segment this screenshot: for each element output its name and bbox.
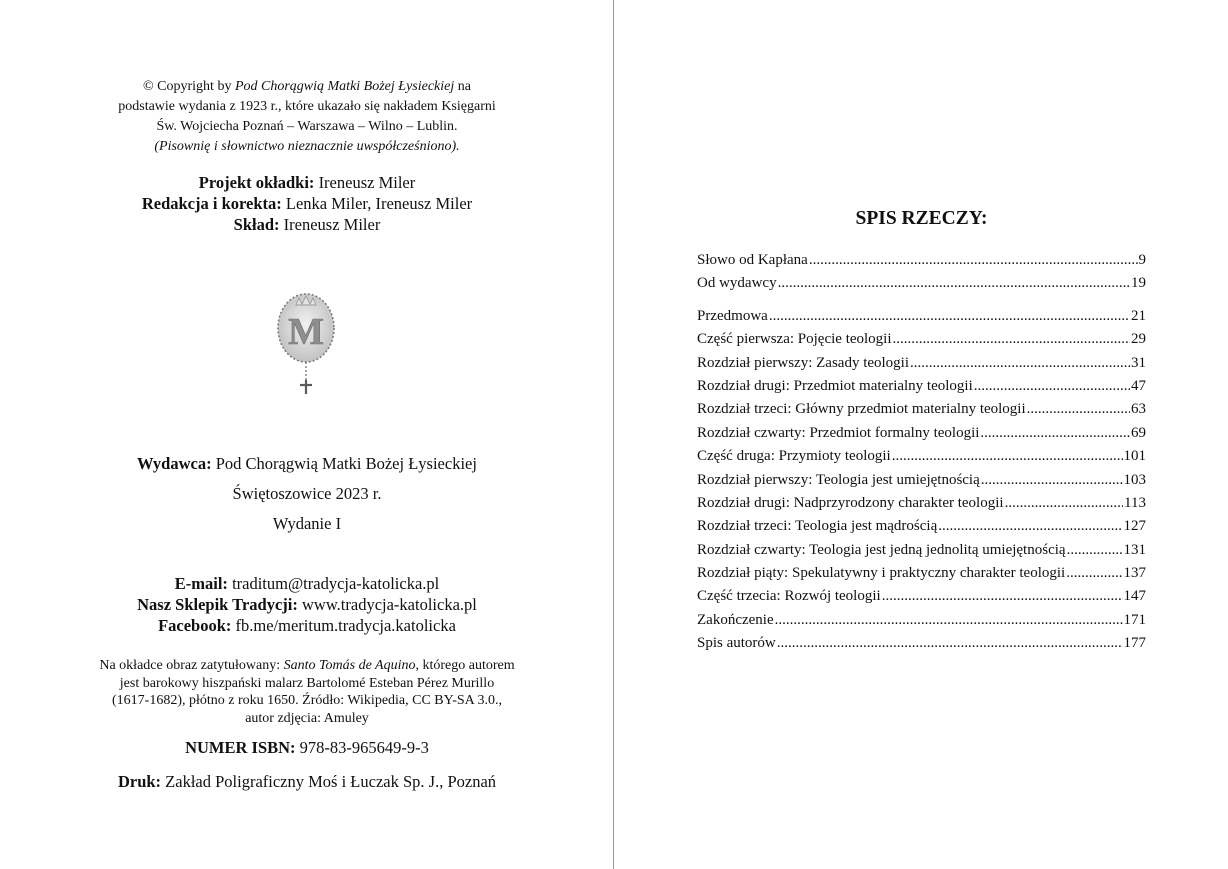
print-line: Druk: Zakład Poligraficzny Moś i Łuczak Sp. J., Poznań [117,772,497,791]
toc-entry-page: 137 [1123,565,1146,582]
toc-entry[interactable] [697,542,1146,565]
toc-entry-title: Rozdział pierwszy: Teologia jest umiejętnością [697,471,980,488]
toc-leader-dots [910,355,1130,372]
copyright-line-1: © Copyright by Pod Chorągwią Matki Bożej Łysieckiej na [143,79,471,94]
toc-entry[interactable] [697,565,1146,588]
toc-entry-page: 29 [1131,331,1146,348]
toc-entry-page: 63 [1131,401,1146,418]
toc-leader-dots [980,425,1130,442]
toc-entry-title: Rozdział trzeci: Teologia jest mądrością [697,518,938,535]
publisher-place-year: Świętoszowice 2023 r. [232,484,382,503]
emblem-letter: M [288,311,324,353]
toc-entry-title: Część trzecia: Rozwój teologii [697,588,881,605]
toc-entry[interactable] [697,448,1146,471]
toc-entry[interactable] [697,495,1146,518]
toc-entry-page: 31 [1131,354,1146,371]
toc-entry-title: Rozdział pierwszy: Zasady teologii [697,354,910,371]
toc-leader-dots [809,252,1138,269]
contact-facebook: Facebook: fb.me/meritum.tradycja.katolicka [158,616,456,635]
credit-typesetting: Skład: Ireneusz Miler [233,215,381,234]
publisher-edition: Wydanie I [272,514,342,533]
toc-entry[interactable] [697,612,1146,635]
toc-entry-page: 19 [1131,275,1146,292]
toc-leader-dots [769,308,1130,325]
toc-leader-dots [1027,401,1130,418]
toc-entry[interactable] [697,275,1146,298]
toc-entry[interactable] [697,331,1146,354]
cover-note-line-1: Na okładce obraz zatytułowany: Santo Tomás de Aquino, którego autorem [99,658,515,673]
toc-entry[interactable] [697,472,1146,495]
toc-leader-dots [775,612,1123,629]
toc-entry-title: Rozdział drugi: Nadprzyrodzony charakter teologii [697,494,1004,511]
toc-leader-dots [882,588,1123,605]
toc-entry-title: Od wydawcy [697,275,777,292]
toc-entry-page: 147 [1123,588,1146,605]
toc-leader-dots [1005,495,1123,512]
toc-entry-page: 69 [1131,424,1146,441]
right-page-toc [615,0,1228,869]
toc-leader-dots [1067,542,1123,559]
toc-entry-title: Część druga: Przymioty teologii [697,448,891,465]
toc-entry-title: Rozdział piąty: Spekulatywny i praktyczny charakter teologii [697,565,1066,582]
copyright-block [0,77,614,157]
cover-note-line-3: (1617-1682), płótno z roku 1650. Źródło: Wikipedia, CC BY-SA 3.0., [112,693,502,708]
toc-leader-dots [777,635,1123,652]
toc-entry[interactable] [697,378,1146,401]
toc-entry-page: 127 [1123,518,1146,535]
toc-leader-dots [1066,565,1122,582]
toc-entry[interactable] [697,401,1146,424]
publisher-line: Wydawca: Pod Chorągwią Matki Bożej Łysieckiej [137,454,477,473]
isbn-line: NUMER ISBN: 978-83-965649-9-3 [185,738,429,757]
toc-entry[interactable] [697,518,1146,541]
toc-entry-title: Rozdział czwarty: Przedmiot formalny teologii [697,424,980,441]
toc-entry[interactable] [697,355,1146,378]
toc-entry-page: 113 [1124,494,1146,511]
credits-block [0,172,614,235]
toc-entry-title: Rozdział czwarty: Teologia jest jedną jednolitą umiejętnością [697,541,1066,558]
toc-entry-page: 47 [1131,377,1146,394]
toc-entry-title: Rozdział drugi: Przedmiot materialny teologii [697,377,973,394]
toc-list [697,252,1146,659]
toc-leader-dots [938,518,1122,535]
toc-entry-page: 177 [1123,635,1146,652]
toc-leader-dots [892,448,1123,465]
copyright-line-3: Św. Wojciecha Poznań – Warszawa – Wilno – Lublin. [156,119,458,134]
marian-rosary-emblem-icon [271,288,341,400]
toc-entry-title: Część pierwsza: Pojęcie teologii [697,331,892,348]
contacts-block [0,573,614,636]
toc-entry-title: Zakończenie [697,611,774,628]
publisher-block [0,449,614,539]
toc-entry[interactable] [697,252,1146,275]
cover-note-block [0,657,614,727]
toc-entry-page: 103 [1123,471,1146,488]
copyright-line-2: podstawie wydania z 1923 r., które ukazało się nakładem Księgarni [118,99,496,114]
toc-leader-dots [893,331,1130,348]
toc-entry[interactable] [697,635,1146,658]
cover-note-line-4: autor zdjęcia: Amuley [245,710,369,726]
toc-entry-title: Rozdział trzeci: Główny przedmiot materialny teologii [697,401,1026,418]
toc-entry-title: Spis autorów [697,635,776,652]
toc-leader-dots [778,275,1130,292]
toc-entry-title: Przedmowa [697,307,768,324]
toc-entry[interactable] [697,425,1146,448]
contact-email: E-mail: traditum@tradycja-katolicka.pl [174,574,440,593]
copyright-line-4: (Pisownię i słownictwo nieznacznie uwspółcześniono). [154,139,460,154]
toc-entry[interactable] [697,588,1146,611]
toc-entry-page: 21 [1131,307,1146,324]
toc-entry-page: 131 [1123,541,1146,558]
contact-shop: Nasz Sklepik Tradycji: www.tradycja-katolicka.pl [137,595,477,614]
credit-editing: Redakcja i korekta: Lenka Miler, Ireneusz Miler [141,194,473,213]
toc-leader-dots [981,472,1123,489]
toc-entry-page: 101 [1123,448,1146,465]
toc-leader-dots [974,378,1130,395]
toc-title: SPIS RZECZY: [855,208,988,229]
credit-cover-design: Projekt okładki: Ireneusz Miler [198,173,416,192]
toc-entry[interactable] [697,308,1146,331]
toc-entry-title: Słowo od Kapłana [697,252,808,268]
toc-entry-page: 171 [1123,611,1146,628]
cover-note-line-2: jest barokowy hiszpański malarz Bartolomé Esteban Pérez Murillo [119,675,495,691]
toc-entry-page: 9 [1138,252,1146,268]
